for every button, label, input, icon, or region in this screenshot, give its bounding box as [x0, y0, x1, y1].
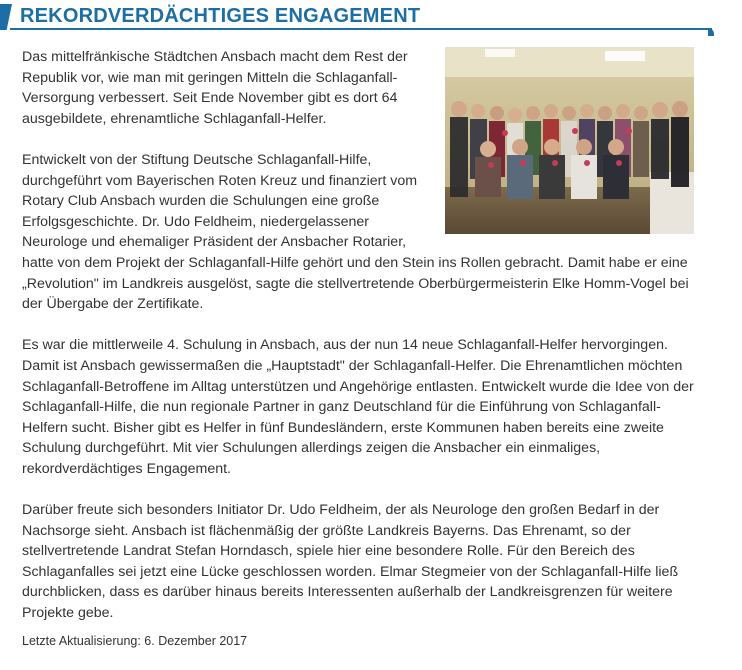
header-underline-end — [708, 28, 714, 36]
article-paragraph: Das mittelfränkische Städtchen Ansbach macht dem Rest der Republik vor, wie man mit geringen Mitteln die Schlaganfall-Versorgung verbessert. Seit Ende November gibt es dort 64 ausgebildete, ehrenamtliche Schlaganfall-Helfer. — [22, 49, 408, 127]
header-accent-shape — [0, 4, 12, 30]
section-header — [0, 0, 742, 34]
header-underline — [10, 28, 712, 30]
article-body — [22, 47, 694, 644]
article-paragraph: Entwickelt von der Stiftung Deutsche Schlaganfall-Hilfe, durchgeführt vom Bayerischen Roten Kreuz und finanziert vom Rotary Club Ansbach wurden die Schulungen eine große Erfolgsgeschichte. Dr. Udo Feldheim, niedergelassener Neurologe und ehemaliger Präsident der Ansbacher Rotarier, hatte von dem Projekt der Schlaganfall-Hilfe gehört und den Stein ins Rollen gebracht. Damit habe er eine „Revolution" im Landkreis ausgelöst, sagte die stellvertretende Oberbürgermeisterin Elke Homm-Vogel bei der Übergabe der Zertifikate. — [22, 151, 689, 313]
page-title: REKORDVERDÄCHTIGES ENGAGEMENT — [20, 5, 421, 27]
group-photo — [445, 47, 694, 234]
last-updated: Letzte Aktualisierung: 6. Dezember 2017 — [22, 634, 248, 648]
group-photo-image — [445, 47, 694, 234]
article-paragraph: Darüber freute sich besonders Initiator Dr. Udo Feldheim, der als Neurologe den großen Bedarf in der Nachsorge sieht. Ansbach ist flächenmäßig der größte Landkreis Bayerns. Das Ehrenamt, so der stellvertretende Landrat Stefan Horndasch, spiele hier eine besondere Rolle. Für den Bereich des Schlaganfalles sei jetzt eine Lücke geschlossen worden. Elmar Stegmeier von der Schlaganfall-Hilfe ließ durchblicken, dass es darüber hinaus bereits Interessenten außerhalb der Landkreisgrenzen für weitere Projekte gebe. — [22, 502, 679, 622]
article-paragraph: Es war die mittlerweile 4. Schulung in Ansbach, aus der nun 14 neue Schlaganfall-Helfer hervorgingen. Damit ist Ansbach gewissermaßen die „Hauptstadt" der Schlaganfall-Helfer. Die Ehrenamtlichen möchten Schlaganfall-Betroffene im Alltag unterstützen und Angehörige entlasten. Entwickelt wurde die Idee von der Schlaganfall-Hilfe, die nun regionale Partner in ganz Deutschland für die Einführung von Schlaganfall-Helfern sucht. Bisher gibt es Helfer in fünf Bundesländern, erste Kommunen haben bereits eine zweite Schulung durchgeführt. Mit vier Schulungen allerdings zeigen die Ansbacher ein einmaliges, rekordverdächtiges Engagement. — [22, 337, 694, 477]
